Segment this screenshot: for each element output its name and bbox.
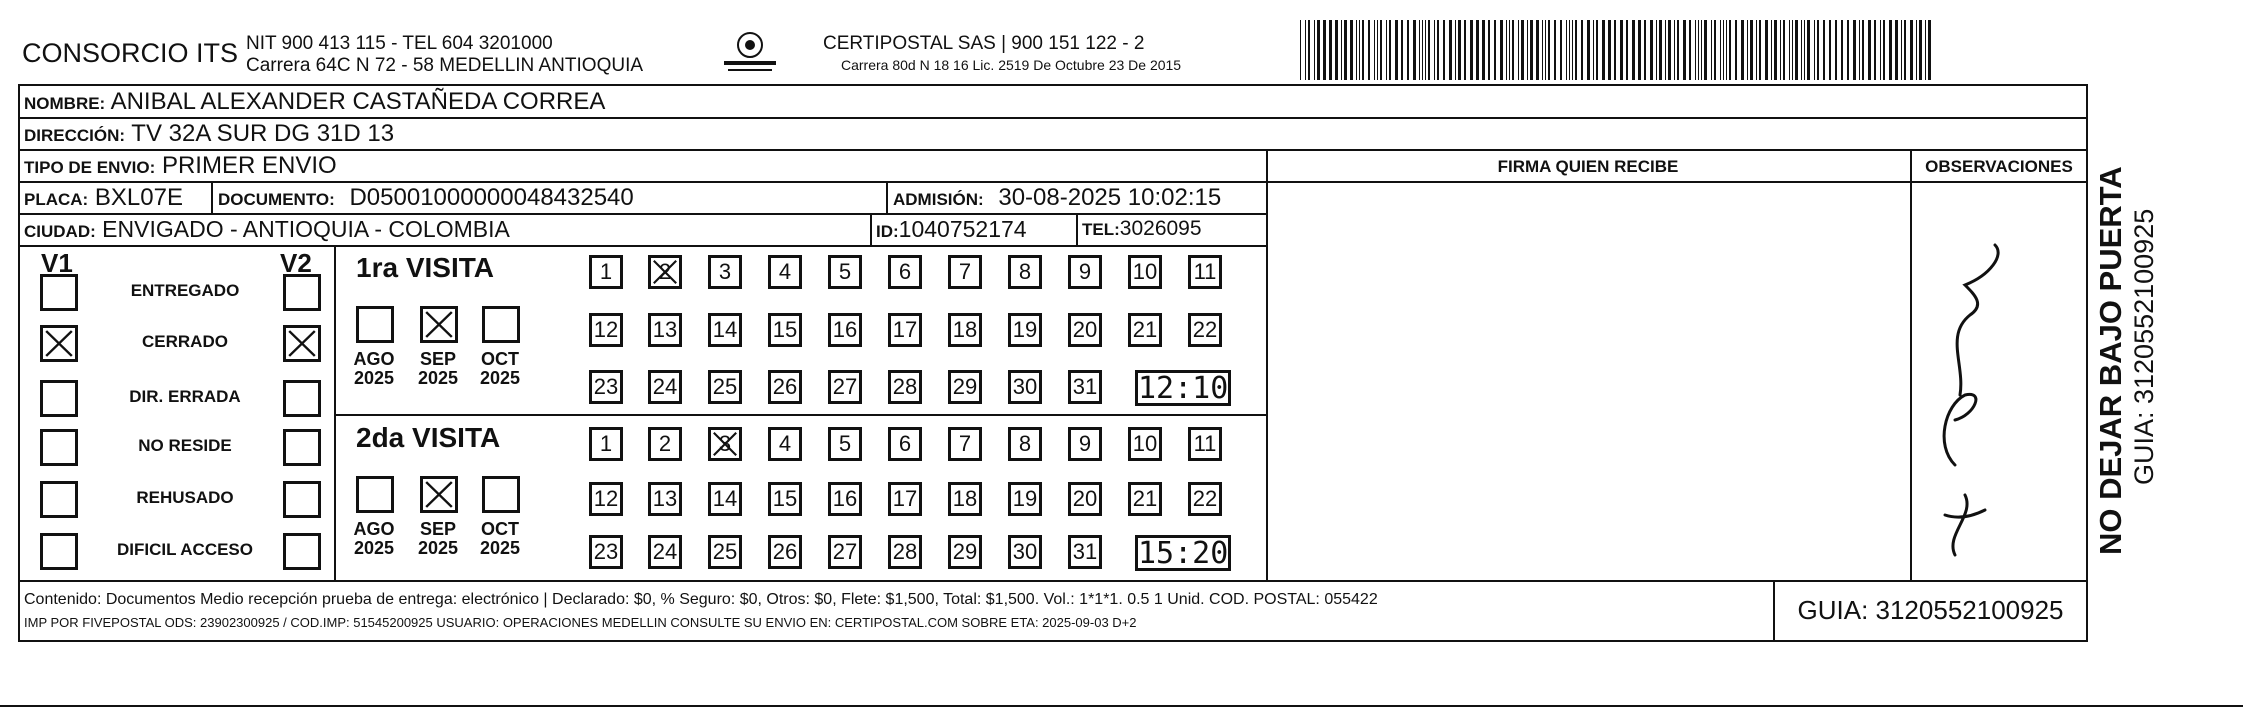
day-number: 20 [1072, 486, 1098, 511]
v2-checkbox[interactable] [283, 325, 321, 362]
day-checkbox[interactable] [1188, 255, 1222, 289]
day-checkbox[interactable] [708, 313, 742, 347]
day-number: 25 [712, 539, 738, 564]
check-x-icon [651, 258, 679, 286]
status-label: CERRADO [142, 332, 228, 351]
day-number: 26 [772, 539, 798, 564]
visit2-title: 2da VISITA [356, 422, 501, 453]
month-year: 2025 [417, 537, 459, 558]
day-checkbox[interactable] [648, 255, 682, 289]
v1-checkbox[interactable] [40, 533, 78, 570]
day-number: 20 [1072, 317, 1098, 342]
day-number: 15 [772, 486, 798, 511]
barcode-image [1300, 20, 1936, 80]
day-number: 7 [958, 259, 972, 284]
day-checkbox[interactable] [828, 255, 862, 289]
day-number: 7 [958, 431, 972, 456]
admision-cell [893, 186, 1221, 210]
day-number: 18 [952, 317, 978, 342]
day-checkbox[interactable] [708, 482, 742, 516]
day-checkbox[interactable] [1068, 370, 1102, 404]
day-number: 5 [838, 431, 852, 456]
id-value: 1040752174 [898, 216, 1027, 242]
tel-label: TEL: [1082, 220, 1120, 239]
bottom-edge [0, 705, 2243, 707]
v1-checkbox[interactable] [40, 429, 78, 466]
day-checkbox[interactable] [589, 255, 623, 289]
day-checkbox[interactable] [1128, 313, 1162, 347]
day-number: 14 [712, 317, 738, 342]
day-checkbox[interactable] [1008, 482, 1042, 516]
day-number: 16 [832, 486, 858, 511]
month-year: 2025 [479, 367, 521, 388]
day-checkbox[interactable] [828, 427, 862, 461]
barcode [1300, 20, 1936, 80]
side-guia: GUIA: 3120552100925 [2129, 208, 2159, 485]
day-number: 26 [772, 374, 798, 399]
day-number: 2 [658, 259, 672, 284]
day-checkbox[interactable] [1008, 427, 1042, 461]
direccion-row [24, 122, 394, 146]
day-checkbox[interactable] [768, 427, 802, 461]
id-label: ID: [876, 222, 899, 241]
visit1-time: 12:10 [1135, 370, 1231, 406]
day-checkbox[interactable] [1068, 535, 1102, 569]
firma-header: FIRMA QUIEN RECIBE [1497, 157, 1679, 176]
month-label [479, 520, 521, 558]
side-no-dejar: NO DEJAR BAJO PUERTA [2093, 166, 2128, 555]
v1-checkbox[interactable] [40, 380, 78, 417]
day-number: 3 [718, 431, 732, 456]
day-checkbox[interactable] [948, 255, 982, 289]
day-number: 10 [1132, 259, 1158, 284]
day-checkbox[interactable] [589, 535, 623, 569]
check-x-icon [711, 430, 739, 458]
id-cell [876, 218, 1027, 241]
day-number: 31 [1072, 374, 1098, 399]
day-checkbox[interactable] [768, 255, 802, 289]
month-name: OCT [481, 519, 519, 539]
day-checkbox[interactable] [1008, 370, 1042, 404]
month-name: SEP [419, 519, 457, 539]
check-x-icon [423, 309, 455, 340]
day-checkbox[interactable] [888, 370, 922, 404]
day-checkbox[interactable] [589, 427, 623, 461]
day-checkbox[interactable] [1068, 482, 1102, 516]
certipostal-logo-icon [716, 30, 784, 76]
v2-checkbox[interactable] [283, 274, 321, 311]
tipo-row [24, 154, 337, 178]
v2-label: V2 [280, 248, 312, 278]
day-checkbox[interactable] [888, 535, 922, 569]
status-label: NO RESIDE [138, 436, 232, 455]
month-label [417, 350, 459, 388]
month-label [417, 520, 459, 558]
month-name: AGO [353, 519, 395, 539]
day-checkbox[interactable] [1128, 255, 1162, 289]
day-checkbox[interactable] [1008, 313, 1042, 347]
visit2-time: 15:20 [1135, 535, 1231, 571]
v1-checkbox[interactable] [40, 274, 78, 311]
documento-value: D05001000000048432540 [349, 184, 634, 211]
nit-line: NIT 900 413 115 - TEL 604 3201000 [246, 33, 553, 54]
day-checkbox[interactable] [1188, 427, 1222, 461]
day-checkbox[interactable] [768, 535, 802, 569]
nombre-value: ANIBAL ALEXANDER CASTAÑEDA CORREA [110, 88, 606, 115]
day-checkbox[interactable] [589, 482, 623, 516]
day-number: 31 [1072, 539, 1098, 564]
day-number: 12 [593, 317, 619, 342]
address-line: Carrera 64C N 72 - 58 MEDELLIN ANTIOQUIA [246, 55, 644, 76]
month-checkbox[interactable] [482, 306, 520, 343]
carrier-address: Carrera 80d N 18 16 Lic. 2519 De Octubre 23 De 2015 [841, 57, 1182, 73]
day-number: 23 [593, 539, 619, 564]
day-checkbox[interactable] [648, 370, 682, 404]
day-number: 4 [778, 431, 792, 456]
day-number: 29 [952, 539, 978, 564]
day-number: 6 [898, 431, 912, 456]
day-checkbox[interactable] [1068, 427, 1102, 461]
day-number: 27 [832, 374, 858, 399]
day-number: 30 [1012, 539, 1038, 564]
day-number: 27 [832, 539, 858, 564]
placa-value: BXL07E [94, 184, 183, 211]
day-number: 18 [952, 486, 978, 511]
day-checkbox[interactable] [828, 482, 862, 516]
signature [1915, 215, 2085, 575]
day-number: 8 [1018, 259, 1032, 284]
day-number: 15 [772, 317, 798, 342]
status-label: ENTREGADO [130, 281, 240, 300]
day-number: 11 [1193, 431, 1217, 456]
documento-cell [218, 186, 634, 210]
day-number: 11 [1193, 259, 1217, 284]
day-number: 6 [898, 259, 912, 284]
day-checkbox[interactable] [1008, 255, 1042, 289]
day-number: 29 [952, 374, 978, 399]
month-label [353, 520, 395, 558]
day-number: 30 [1012, 374, 1038, 399]
day-number: 21 [1132, 486, 1158, 511]
month-name: OCT [481, 349, 519, 369]
tel-cell [1082, 218, 1202, 239]
day-checkbox[interactable] [589, 313, 623, 347]
day-number: 24 [652, 374, 678, 399]
month-checkbox[interactable] [356, 476, 394, 513]
day-checkbox[interactable] [648, 427, 682, 461]
day-number: 16 [832, 317, 858, 342]
carrier-line: CERTIPOSTAL SAS | 900 151 122 - 2 [823, 33, 1145, 54]
status-label: DIFICIL ACCESO [116, 540, 253, 559]
day-checkbox[interactable] [828, 370, 862, 404]
day-checkbox[interactable] [1188, 313, 1222, 347]
admision-label: ADMISIÓN: [893, 190, 984, 209]
day-checkbox[interactable] [948, 482, 982, 516]
month-year: 2025 [479, 537, 521, 558]
day-number: 13 [652, 486, 678, 511]
day-number: 28 [892, 539, 918, 564]
day-checkbox[interactable] [888, 427, 922, 461]
company-name: CONSORCIO ITS [22, 38, 239, 68]
day-checkbox[interactable] [708, 535, 742, 569]
day-number: 19 [1012, 317, 1038, 342]
v1-checkbox[interactable] [40, 481, 78, 518]
signature-drawing [1915, 215, 2085, 575]
day-number: 8 [1018, 431, 1032, 456]
nombre-label: NOMBRE: [24, 94, 106, 113]
day-checkbox[interactable] [708, 370, 742, 404]
day-checkbox[interactable] [1188, 482, 1222, 516]
day-number: 1 [599, 431, 613, 456]
day-number: 14 [712, 486, 738, 511]
v2-checkbox[interactable] [283, 429, 321, 466]
day-checkbox[interactable] [768, 482, 802, 516]
certipostal-logo [716, 30, 784, 76]
ciudad-value: ENVIGADO - ANTIOQUIA - COLOMBIA [102, 216, 510, 242]
day-number: 24 [652, 539, 678, 564]
day-checkbox[interactable] [1008, 535, 1042, 569]
admision-value: 30-08-2025 10:02:15 [998, 184, 1222, 211]
documento-label: DOCUMENTO: [218, 190, 335, 209]
month-name: SEP [419, 349, 457, 369]
month-year: 2025 [417, 367, 459, 388]
tel-value: 3026095 [1119, 217, 1202, 240]
ciudad-cell [24, 218, 510, 241]
day-checkbox[interactable] [768, 313, 802, 347]
day-number: 4 [778, 259, 792, 284]
month-year: 2025 [353, 537, 395, 558]
day-checkbox[interactable] [948, 370, 982, 404]
day-checkbox[interactable] [1068, 313, 1102, 347]
placa-cell [24, 186, 183, 210]
v2-checkbox[interactable] [283, 481, 321, 518]
day-number: 2 [658, 431, 672, 456]
day-checkbox[interactable] [648, 535, 682, 569]
day-number: 22 [1192, 317, 1218, 342]
day-number: 17 [892, 486, 918, 511]
check-x-icon [43, 328, 75, 359]
day-number: 9 [1078, 431, 1092, 456]
direccion-value: TV 32A SUR DG 31D 13 [131, 120, 395, 147]
placa-label: PLACA: [24, 190, 89, 209]
month-checkbox[interactable] [356, 306, 394, 343]
footer-line2: IMP POR FIVEPOSTAL ODS: 23902300925 / COD.IMP: 51545200925 USUARIO: OPERACIONES MEDELLIN CONSULTE SU ENVIO EN: CERTIPOSTAL.COM SOBRE ETA: 2025-09-03 D+2 [24, 615, 1137, 630]
v2-checkbox[interactable] [283, 380, 321, 417]
status-label: REHUSADO [136, 488, 234, 507]
month-checkbox[interactable] [420, 476, 458, 513]
day-checkbox[interactable] [589, 370, 623, 404]
v1-checkbox[interactable] [40, 325, 78, 362]
side-text [2095, 110, 2165, 560]
check-x-icon [423, 479, 455, 510]
day-checkbox[interactable] [1128, 482, 1162, 516]
day-number: 5 [838, 259, 852, 284]
ciudad-label: CIUDAD: [24, 222, 96, 241]
day-number: 17 [892, 317, 918, 342]
day-checkbox[interactable] [948, 427, 982, 461]
day-checkbox[interactable] [708, 255, 742, 289]
visit1-title: 1ra VISITA [356, 252, 494, 283]
v2-checkbox[interactable] [283, 533, 321, 570]
nombre-row [24, 90, 605, 114]
day-number: 22 [1192, 486, 1218, 511]
direccion-label: DIRECCIÓN: [24, 126, 126, 145]
day-number: 19 [1012, 486, 1038, 511]
v1-label: V1 [41, 248, 73, 278]
day-checkbox[interactable] [828, 313, 862, 347]
day-checkbox[interactable] [648, 313, 682, 347]
day-checkbox[interactable] [888, 255, 922, 289]
day-number: 25 [712, 374, 738, 399]
day-number: 1 [599, 259, 613, 284]
check-x-icon [286, 328, 318, 359]
day-number: 13 [652, 317, 678, 342]
month-name: AGO [353, 349, 395, 369]
day-checkbox[interactable] [888, 313, 922, 347]
day-number: 12 [593, 486, 619, 511]
footer-guia: GUIA: 3120552100925 [1797, 595, 2064, 625]
month-checkbox[interactable] [482, 476, 520, 513]
day-number: 3 [718, 259, 732, 284]
day-checkbox[interactable] [888, 482, 922, 516]
month-year: 2025 [353, 367, 395, 388]
day-checkbox[interactable] [768, 370, 802, 404]
day-checkbox[interactable] [648, 482, 682, 516]
month-label [353, 350, 395, 388]
month-label [479, 350, 521, 388]
day-checkbox[interactable] [948, 313, 982, 347]
day-number: 23 [593, 374, 619, 399]
footer-line1: Contenido: Documentos Medio recepción prueba de entrega: electrónico | Declarado: $0, % Seguro: $0, Otros: $0, Flete: $1,500, Total: $1,500. Vol.: 1*1*1. 0.5 1 Unid. COD. POSTAL: 055422 [24, 591, 1378, 608]
day-checkbox[interactable] [1068, 255, 1102, 289]
month-checkbox[interactable] [420, 306, 458, 343]
status-label: DIR. ERRADA [129, 387, 241, 406]
tipo-value: PRIMER ENVIO [161, 152, 337, 179]
day-number: 21 [1132, 317, 1158, 342]
day-checkbox[interactable] [1128, 427, 1162, 461]
observaciones-header: OBSERVACIONES [1925, 157, 2073, 176]
day-checkbox[interactable] [828, 535, 862, 569]
day-number: 9 [1078, 259, 1092, 284]
day-number: 10 [1132, 431, 1158, 456]
day-checkbox[interactable] [708, 427, 742, 461]
tipo-label: TIPO DE ENVIO: [24, 158, 156, 177]
day-checkbox[interactable] [948, 535, 982, 569]
day-number: 28 [892, 374, 918, 399]
